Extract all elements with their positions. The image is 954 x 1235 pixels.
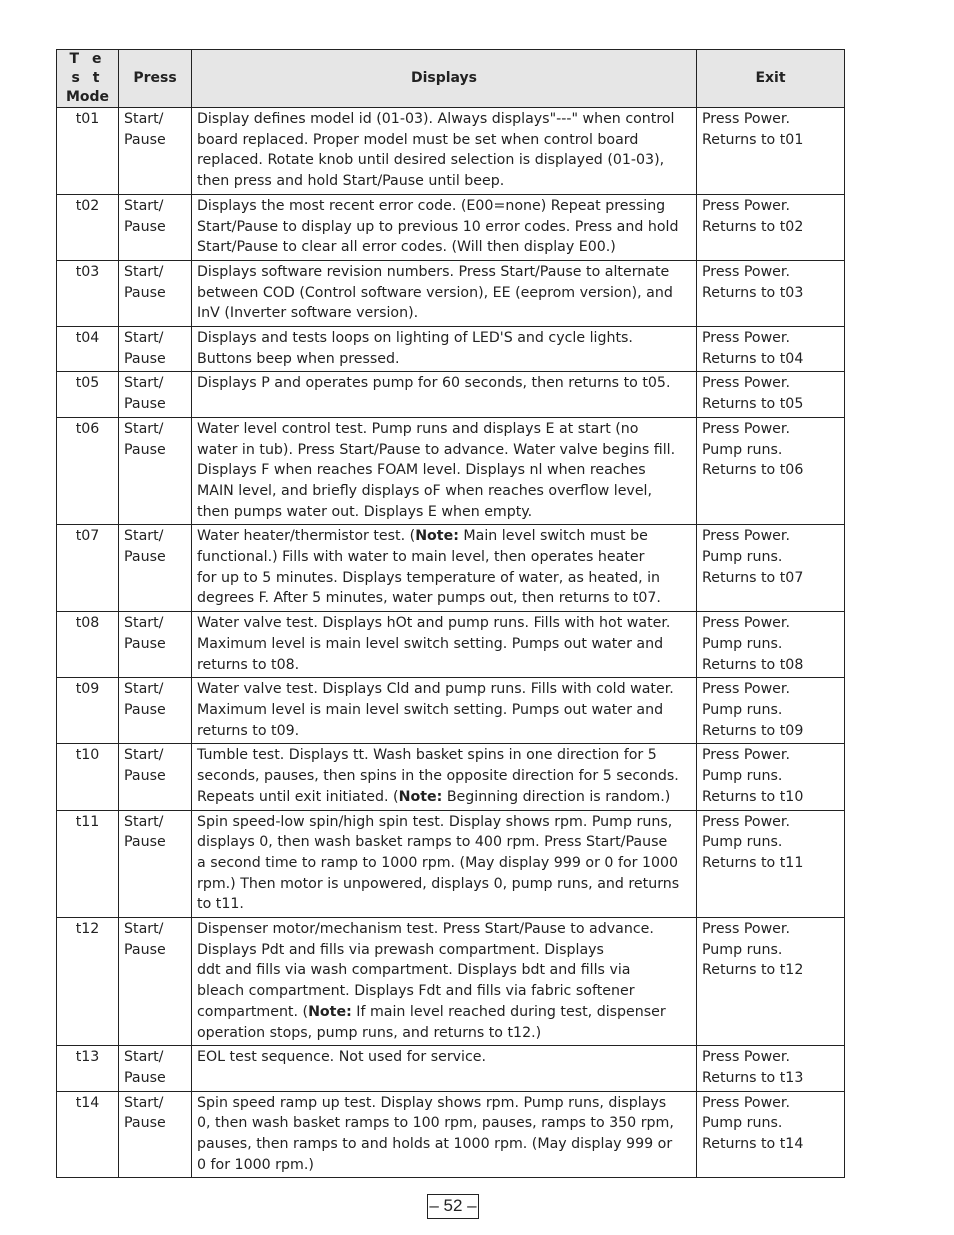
exit-line: Returns to t13 — [702, 1069, 804, 1086]
displays-text: 0 for 1000 rpm.) — [197, 1156, 314, 1173]
press-line: Start/ — [124, 528, 164, 545]
exit-line: Press Power. — [702, 813, 790, 830]
press-cell — [119, 194, 192, 260]
exit-line: Press Power. — [702, 615, 790, 632]
displays-line — [197, 262, 691, 283]
column-header-displays: Displays — [192, 50, 697, 108]
exit-cell — [697, 1091, 845, 1178]
exit-cell — [697, 612, 845, 678]
press-line: Start/ — [124, 1094, 164, 1111]
press-cell — [119, 678, 192, 744]
exit-line: Press Power. — [702, 681, 790, 698]
displays-cell — [192, 108, 697, 195]
press-cell — [119, 417, 192, 525]
displays-text: Displays software revision numbers. Press Start/Pause to alternate — [197, 263, 670, 280]
displays-cell — [192, 327, 697, 372]
test-mode-cell: t06 — [57, 417, 119, 525]
exit-line: Press Power. — [702, 747, 790, 764]
exit-line: Returns to t10 — [702, 788, 804, 805]
displays-line — [197, 419, 691, 440]
press-line: Pause — [124, 1069, 166, 1086]
exit-line: Pump runs. — [702, 941, 783, 958]
displays-cell — [192, 678, 697, 744]
exit-line: Press Power. — [702, 263, 790, 280]
exit-line: Pump runs. — [702, 635, 783, 652]
displays-line — [197, 721, 691, 742]
displays-text: Start/Pause to clear all error codes. (Will then display E00.) — [197, 239, 616, 256]
note-label: Note: — [308, 1003, 352, 1020]
press-line: Pause — [124, 218, 166, 235]
column-header-test-mode-line2: Mode — [65, 89, 110, 105]
test-mode-cell: t05 — [57, 372, 119, 417]
displays-line — [197, 150, 691, 171]
displays-text: Spin speed-low spin/high spin test. Display shows rpm. Pump runs, — [197, 813, 673, 830]
displays-line — [197, 440, 691, 461]
displays-text: Displays P and operates pump for 60 seconds, then returns to t05. — [197, 375, 671, 392]
press-cell — [119, 260, 192, 326]
exit-line: Press Power. — [702, 420, 790, 437]
exit-line: Returns to t12 — [702, 962, 804, 979]
exit-line: Returns to t09 — [702, 722, 804, 739]
displays-line — [197, 502, 691, 523]
displays-text: then pumps water out. Displays E when empty. — [197, 503, 533, 520]
displays-text: Display defines model id (01-03). Always displays"---" when control — [197, 111, 675, 127]
displays-cell — [192, 525, 697, 612]
displays-line — [197, 109, 691, 130]
table-row — [57, 1091, 845, 1178]
table-row — [57, 194, 845, 260]
displays-line — [197, 1155, 691, 1176]
displays-line — [197, 481, 691, 502]
press-line: Start/ — [124, 375, 164, 392]
exit-cell — [697, 194, 845, 260]
displays-text: Displays F when reaches FOAM level. Displays nl when reaches — [197, 462, 646, 479]
displays-line — [197, 526, 691, 547]
exit-line: Returns to t07 — [702, 569, 804, 586]
displays-text: compartment. ( — [197, 1003, 309, 1020]
displays-line — [197, 700, 691, 721]
test-mode-cell: t11 — [57, 810, 119, 918]
displays-text: returns to t09. — [197, 722, 300, 739]
displays-line — [197, 1023, 691, 1044]
displays-line — [197, 588, 691, 609]
exit-line: Pump runs. — [702, 701, 783, 718]
displays-line — [197, 1113, 691, 1134]
press-line: Pause — [124, 941, 166, 958]
exit-cell — [697, 327, 845, 372]
displays-text: 0, then wash basket ramps to 100 rpm, pauses, ramps to 350 rpm, — [197, 1115, 674, 1132]
press-line: Pause — [124, 396, 166, 413]
displays-cell — [192, 417, 697, 525]
displays-text: If main level reached during test, dispenser — [351, 1003, 666, 1020]
exit-cell — [697, 108, 845, 195]
displays-line — [197, 373, 691, 394]
displays-text: to t11. — [197, 896, 244, 913]
note-label: Note: — [415, 528, 459, 545]
displays-line — [197, 655, 691, 676]
press-cell — [119, 1091, 192, 1178]
displays-line — [197, 919, 691, 940]
exit-line: Returns to t05 — [702, 396, 804, 413]
displays-line — [197, 460, 691, 481]
displays-line — [197, 812, 691, 833]
displays-text: Water valve test. Displays hOt and pump runs. Fills with hot water. — [197, 615, 671, 632]
displays-cell — [192, 372, 697, 417]
table-row — [57, 108, 845, 195]
press-cell — [119, 525, 192, 612]
table-row — [57, 525, 845, 612]
table-header-row — [57, 50, 845, 108]
displays-text: bleach compartment. Displays Fdt and fills via fabric softener — [197, 983, 635, 1000]
displays-line — [197, 349, 691, 370]
press-line: Pause — [124, 834, 166, 851]
displays-line — [197, 283, 691, 304]
test-mode-cell: t13 — [57, 1046, 119, 1091]
press-line: Pause — [124, 635, 166, 652]
test-mode-cell: t09 — [57, 678, 119, 744]
press-cell — [119, 327, 192, 372]
displays-text: Water heater/thermistor test. ( — [197, 528, 416, 545]
displays-cell — [192, 918, 697, 1046]
displays-line — [197, 613, 691, 634]
exit-line: Returns to t01 — [702, 131, 804, 148]
exit-cell — [697, 918, 845, 1046]
exit-line: Pump runs. — [702, 549, 783, 566]
displays-text: Tumble test. Displays tt. Wash basket spins in one direction for 5 — [197, 747, 657, 764]
table-row — [57, 678, 845, 744]
test-mode-cell: t04 — [57, 327, 119, 372]
displays-line — [197, 874, 691, 895]
displays-text: EOL test sequence. Not used for service. — [197, 1049, 487, 1066]
column-header-exit: Exit — [697, 50, 845, 108]
displays-text: Water valve test. Displays Cld and pump runs. Fills with cold water. — [197, 681, 674, 698]
displays-line — [197, 328, 691, 349]
press-cell — [119, 108, 192, 195]
table-row — [57, 612, 845, 678]
test-mode-cell: t01 — [57, 108, 119, 195]
press-cell — [119, 612, 192, 678]
displays-text: Repeats until exit initiated. ( — [197, 788, 399, 805]
exit-line: Press Power. — [702, 197, 790, 214]
exit-line: Pump runs. — [702, 834, 783, 851]
displays-line — [197, 787, 691, 808]
test-mode-cell: t07 — [57, 525, 119, 612]
press-line: Start/ — [124, 263, 164, 280]
displays-text: Displays Pdt and fills via prewash compartment. Displays — [197, 941, 604, 958]
press-cell — [119, 810, 192, 918]
press-cell — [119, 744, 192, 810]
displays-text: replaced. Rotate knob until desired selection is displayed (01-03), — [197, 152, 665, 169]
exit-cell — [697, 260, 845, 326]
table-row — [57, 417, 845, 525]
displays-line — [197, 171, 691, 192]
displays-text: operation stops, pump runs, and returns to t12.) — [197, 1024, 542, 1041]
press-line: Pause — [124, 441, 166, 458]
test-mode-cell: t02 — [57, 194, 119, 260]
exit-cell — [697, 417, 845, 525]
note-label: Note: — [398, 788, 443, 805]
displays-text: InV (Inverter software version). — [197, 305, 419, 322]
exit-line: Returns to t08 — [702, 656, 804, 673]
exit-line: Press Power. — [702, 1094, 790, 1111]
table-row — [57, 1046, 845, 1091]
displays-text: Beginning direction is random.) — [442, 788, 671, 805]
displays-line — [197, 832, 691, 853]
displays-text: seconds, pauses, then spins in the opposite direction for 5 seconds. — [197, 768, 679, 785]
displays-text: pauses, then ramps to and holds at 1000 rpm. (May display 999 or — [197, 1136, 673, 1153]
press-line: Pause — [124, 1115, 166, 1132]
table-row — [57, 918, 845, 1046]
press-line: Start/ — [124, 420, 164, 437]
displays-line — [197, 981, 691, 1002]
column-header-test-mode-line1: T e s t — [69, 51, 106, 86]
exit-line: Returns to t06 — [702, 462, 804, 479]
displays-line — [197, 853, 691, 874]
displays-line — [197, 960, 691, 981]
displays-cell — [192, 744, 697, 810]
exit-line: Press Power. — [702, 111, 790, 127]
displays-line — [197, 1047, 691, 1068]
displays-text: functional.) Fills with water to main level, then operates heater — [197, 549, 645, 566]
displays-line — [197, 217, 691, 238]
displays-line — [197, 1134, 691, 1155]
exit-cell — [697, 678, 845, 744]
displays-line — [197, 1002, 691, 1023]
exit-line: Press Power. — [702, 330, 790, 347]
displays-text: Main level switch must be — [458, 528, 648, 545]
press-line: Pause — [124, 768, 166, 785]
press-line: Pause — [124, 131, 166, 148]
displays-cell — [192, 260, 697, 326]
test-mode-cell: t10 — [57, 744, 119, 810]
displays-text: Buttons beep when pressed. — [197, 350, 400, 367]
exit-line: Pump runs. — [702, 768, 783, 785]
exit-line: Pump runs. — [702, 441, 783, 458]
displays-line — [197, 568, 691, 589]
displays-text: Displays and tests loops on lighting of LED'S and cycle lights. — [197, 330, 633, 347]
displays-line — [197, 894, 691, 915]
press-cell — [119, 1046, 192, 1091]
press-line: Pause — [124, 350, 166, 367]
displays-line — [197, 547, 691, 568]
test-mode-cell: t14 — [57, 1091, 119, 1178]
exit-line: Pump runs. — [702, 1115, 783, 1132]
displays-line — [197, 745, 691, 766]
press-line: Pause — [124, 549, 166, 566]
table-body — [57, 108, 845, 1178]
displays-cell — [192, 1091, 697, 1178]
displays-text: Dispenser motor/mechanism test. Press Start/Pause to advance. — [197, 921, 654, 938]
press-line: Pause — [124, 284, 166, 301]
displays-cell — [192, 1046, 697, 1091]
press-line: Start/ — [124, 1049, 164, 1066]
displays-text: Water level control test. Pump runs and displays E at start (no — [197, 420, 639, 437]
press-line: Pause — [124, 701, 166, 718]
displays-line — [197, 237, 691, 258]
press-cell — [119, 372, 192, 417]
test-mode-table — [56, 49, 845, 1178]
column-header-press: Press — [119, 50, 192, 108]
exit-line: Returns to t14 — [702, 1136, 804, 1153]
displays-cell — [192, 612, 697, 678]
test-mode-cell: t03 — [57, 260, 119, 326]
displays-line — [197, 1093, 691, 1114]
displays-text: MAIN level, and briefly displays oF when reaches overflow level, — [197, 482, 652, 499]
exit-line: Press Power. — [702, 375, 790, 392]
exit-line: Returns to t04 — [702, 350, 804, 367]
displays-line — [197, 679, 691, 700]
press-cell — [119, 918, 192, 1046]
displays-text: Maximum level is main level switch setting. Pumps out water and — [197, 701, 664, 718]
table-row — [57, 327, 845, 372]
displays-line — [197, 130, 691, 151]
displays-text: Start/Pause to display up to previous 10 error codes. Press and hold — [197, 218, 679, 235]
exit-cell — [697, 525, 845, 612]
press-line: Start/ — [124, 747, 164, 764]
test-mode-cell: t08 — [57, 612, 119, 678]
press-line: Start/ — [124, 111, 164, 127]
press-line: Start/ — [124, 615, 164, 632]
displays-line — [197, 196, 691, 217]
displays-text: between COD (Control software version), EE (eeprom version), and — [197, 284, 673, 301]
column-header-test-mode — [57, 50, 119, 108]
exit-cell — [697, 744, 845, 810]
exit-line: Returns to t02 — [702, 218, 804, 235]
press-line: Start/ — [124, 681, 164, 698]
exit-line: Press Power. — [702, 921, 790, 938]
displays-text: degrees F. After 5 minutes, water pumps out, then returns to t07. — [197, 590, 661, 607]
displays-text: a second time to ramp to 1000 rpm. (May display 999 or 0 for 1000 — [197, 854, 679, 871]
exit-line: Returns to t11 — [702, 854, 804, 871]
table-row — [57, 372, 845, 417]
exit-cell — [697, 372, 845, 417]
table-row — [57, 260, 845, 326]
press-line: Start/ — [124, 813, 164, 830]
table-row — [57, 810, 845, 918]
press-line: Start/ — [124, 921, 164, 938]
displays-text: returns to t08. — [197, 656, 300, 673]
test-mode-cell: t12 — [57, 918, 119, 1046]
displays-cell — [192, 194, 697, 260]
exit-line: Press Power. — [702, 528, 790, 545]
displays-cell — [192, 810, 697, 918]
exit-line: Returns to t03 — [702, 284, 804, 301]
press-line: Start/ — [124, 330, 164, 347]
displays-text: then press and hold Start/Pause until beep. — [197, 173, 505, 190]
displays-line — [197, 303, 691, 324]
displays-text: Maximum level is main level switch setting. Pumps out water and — [197, 635, 664, 652]
exit-cell — [697, 1046, 845, 1091]
table-row — [57, 744, 845, 810]
displays-text: ddt and fills via wash compartment. Displays bdt and fills via — [197, 962, 631, 979]
displays-line — [197, 766, 691, 787]
displays-line — [197, 634, 691, 655]
displays-text: water in tub). Press Start/Pause to advance. Water valve begins fill. — [197, 441, 676, 458]
displays-text: Spin speed ramp up test. Display shows rpm. Pump runs, displays — [197, 1094, 667, 1111]
page-number: – 52 – — [427, 1194, 479, 1219]
press-line: Start/ — [124, 197, 164, 214]
exit-line: Press Power. — [702, 1049, 790, 1066]
displays-text: displays 0, then wash basket ramps to 400 rpm. Press Start/Pause — [197, 834, 668, 851]
displays-text: Displays the most recent error code. (E00=none) Repeat pressing — [197, 197, 666, 214]
exit-cell — [697, 810, 845, 918]
displays-text: rpm.) Then motor is unpowered, displays 0, pump runs, and returns — [197, 875, 680, 892]
displays-text: for up to 5 minutes. Displays temperature of water, as heated, in — [197, 569, 661, 586]
displays-text: board replaced. Proper model must be set when control board — [197, 131, 639, 148]
displays-line — [197, 940, 691, 961]
